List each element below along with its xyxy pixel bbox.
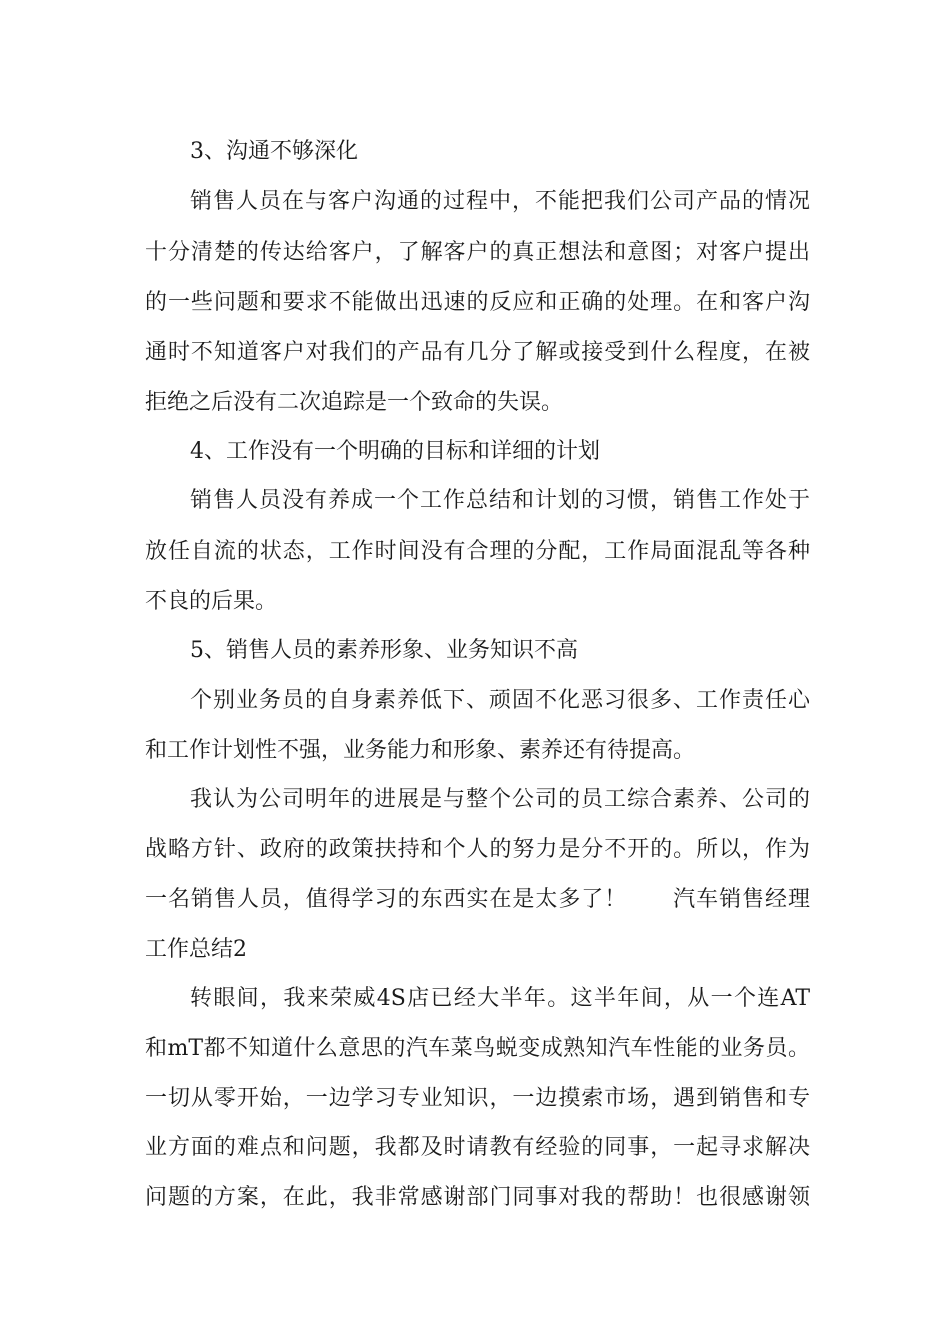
paragraph-line: 的一些问题和要求不能做出迅速的反应和正确的处理。在和客户沟	[145, 290, 810, 315]
paragraph-line: 我认为公司明年的进展是与整个公司的员工综合素养、公司的	[190, 787, 810, 812]
paragraph-line: 业方面的难点和问题，我都及时请教有经验的同事，一起寻求解决	[145, 1135, 810, 1160]
paragraph-line: 一切从零开始，一边学习专业知识，一边摸索市场，遇到销售和专	[145, 1086, 810, 1111]
paragraph-line: 十分清楚的传达给客户，了解客户的真正想法和意图；对客户提出	[145, 240, 810, 265]
paragraph-line: 通时不知道客户对我们的产品有几分了解或接受到什么程度，在被	[145, 340, 810, 365]
paragraph-line: 和工作计划性不强，业务能力和形象、素养还有待提高。	[145, 738, 696, 763]
paragraph-line: 一名销售人员，值得学习的东西实在是太多了！ 汽车销售经理	[145, 887, 810, 912]
heading-4: 4、工作没有一个明确的目标和详细的计划	[190, 439, 600, 464]
paragraph-line: 拒绝之后没有二次追踪是一个致命的失误。	[145, 390, 564, 415]
paragraph-line: 不良的后果。	[145, 589, 278, 614]
paragraph-line: 问题的方案，在此，我非常感谢部门同事对我的帮助！也很感谢领	[145, 1185, 810, 1210]
paragraph-line: 和mT都不知道什么意思的汽车菜鸟蜕变成熟知汽车性能的业务员。	[145, 1036, 810, 1061]
paragraph-line: 个别业务员的自身素养低下、顽固不化恶习很多、工作责任心	[190, 688, 810, 713]
paragraph-line: 销售人员在与客户沟通的过程中，不能把我们公司产品的情况	[190, 189, 810, 214]
section-title-line: 工作总结2	[145, 937, 247, 962]
paragraph-line: 放任自流的状态，工作时间没有合理的分配，工作局面混乱等各种	[145, 539, 810, 564]
heading-5: 5、销售人员的素养形象、业务知识不高	[190, 638, 578, 663]
paragraph-line: 销售人员没有养成一个工作总结和计划的习惯，销售工作处于	[190, 488, 810, 513]
heading-3: 3、沟通不够深化	[190, 139, 358, 164]
paragraph-line: 转眼间，我来荣威4S店已经大半年。这半年间，从一个连AT	[190, 986, 810, 1011]
paragraph-line: 战略方针、政府的政策扶持和个人的努力是分不开的。所以，作为	[145, 837, 810, 862]
